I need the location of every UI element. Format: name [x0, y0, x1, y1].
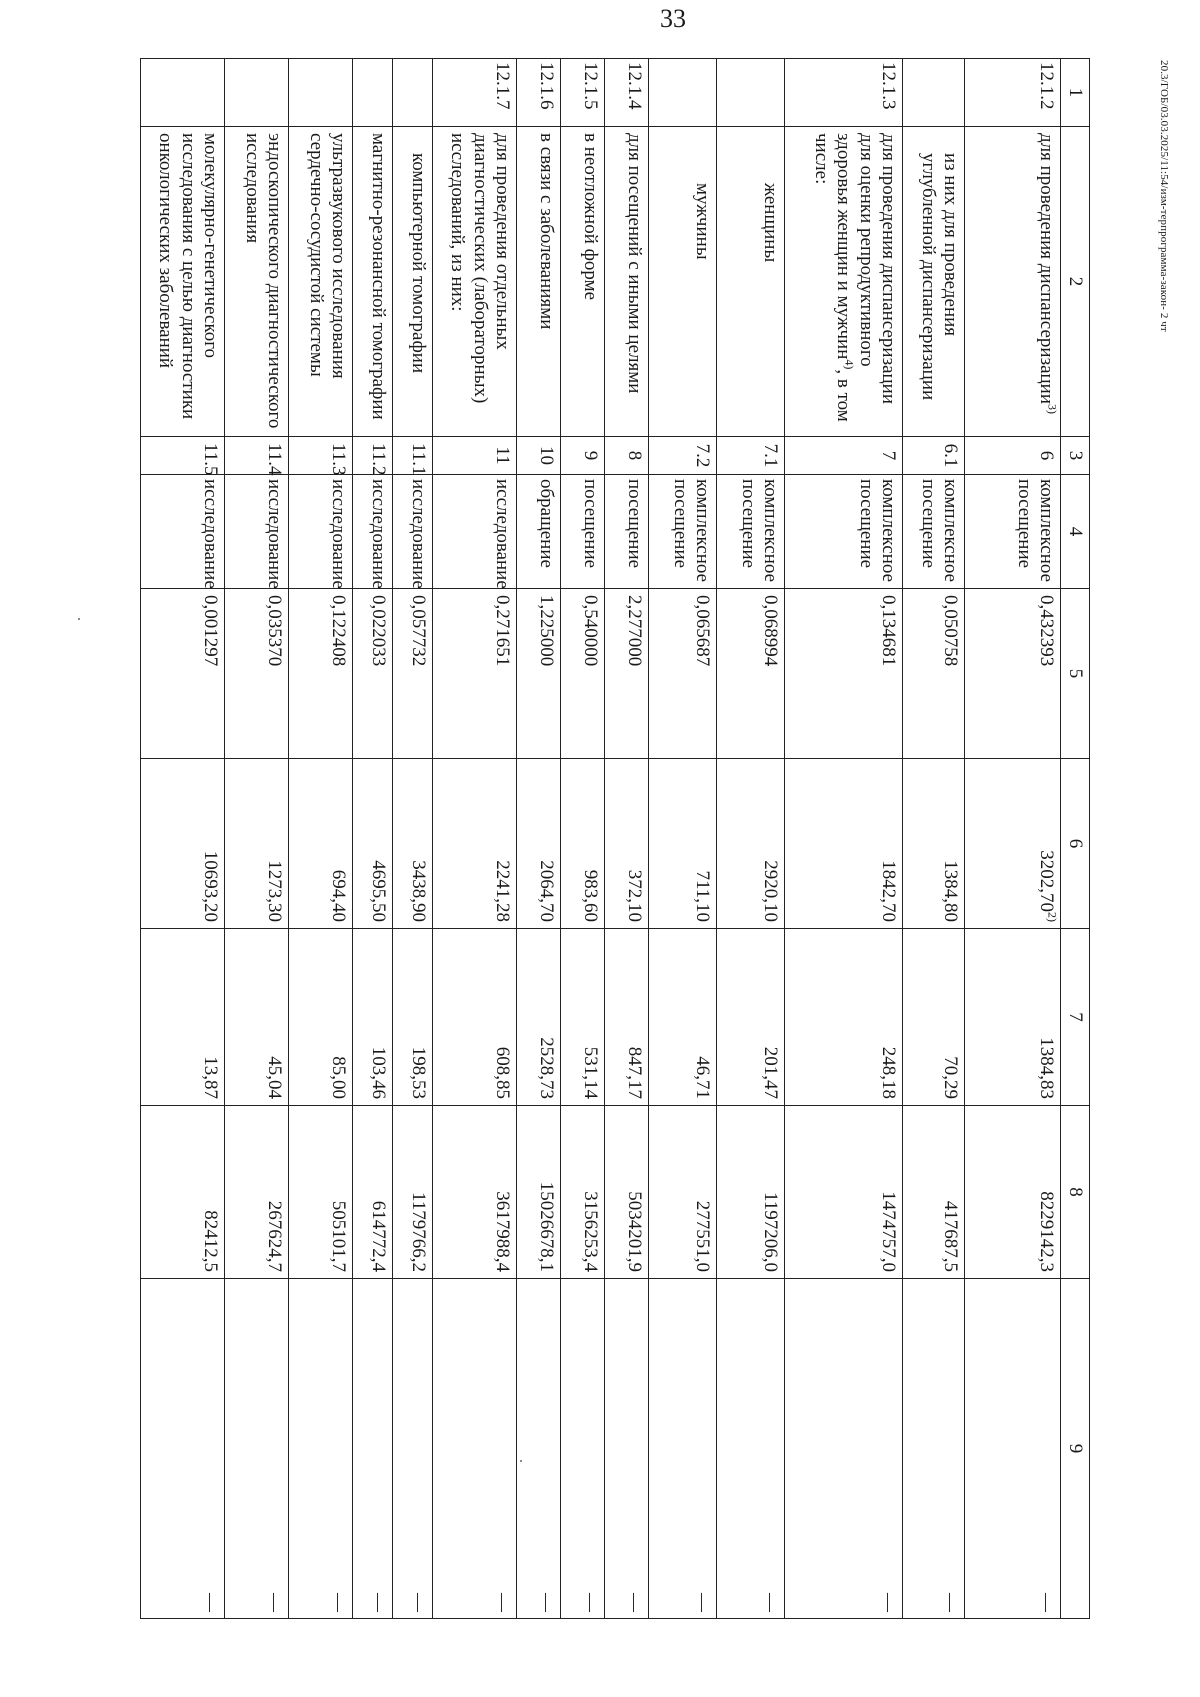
other-sources-cell: —: [649, 1279, 717, 1619]
other-sources-cell: —: [393, 1279, 433, 1619]
per-capita-cell: 46,71: [649, 929, 717, 1106]
indicator-name-text: из них для проведения углубленной диспансеризации: [917, 153, 961, 401]
per-capita-cell: 103,46: [353, 929, 393, 1106]
cost-norm-text: 10693,20: [200, 850, 221, 922]
total-cost-cell: 3156253,4: [561, 1106, 605, 1279]
header-cell: 7: [1061, 929, 1090, 1106]
footnote-mark: 3): [1045, 404, 1060, 415]
rotated-table-container: [155, 58, 1090, 1618]
norm-value-cell: 0,001297: [141, 589, 225, 759]
norm-value-cell: 0,035370: [225, 589, 289, 759]
norm-value-cell: 0,134681: [785, 589, 903, 759]
row-number-cell: [393, 59, 433, 127]
cost-norm-cell: [141, 759, 225, 929]
other-sources-cell: —: [605, 1279, 649, 1619]
cost-norm-text: 1384,80: [940, 860, 961, 922]
indicator-name-text: в связи с заболеваниями: [536, 133, 557, 330]
table-row: [785, 59, 903, 1619]
cost-norm-text: 3202,70: [1036, 850, 1057, 912]
unit-cell: посещение: [561, 475, 605, 589]
indicator-name-text: компьютерной томографии: [408, 153, 429, 374]
line-number-cell: 7.1: [717, 437, 785, 475]
other-sources-cell: —: [717, 1279, 785, 1619]
table-row: [605, 59, 649, 1619]
line-number-cell: 7: [785, 437, 903, 475]
indicator-name-text: магнитно-резонансной томографии: [368, 133, 389, 420]
table-row: [393, 59, 433, 1619]
unit-cell: исследование: [225, 475, 289, 589]
cost-norm-text: 711,10: [692, 870, 713, 922]
per-capita-cell: 45,04: [225, 929, 289, 1106]
line-number-cell: 11.3: [289, 437, 353, 475]
cost-norm-cell: [649, 759, 717, 929]
indicator-name-text: для проведения диспансеризации для оценки репродуктивного здоровья женщин и мужчин: [833, 133, 899, 405]
table-row: [965, 59, 1061, 1619]
unit-cell: комплексное посещение: [649, 475, 717, 589]
row-number-cell: [649, 59, 717, 127]
cost-norm-cell: [903, 759, 965, 929]
line-number-cell: 11: [433, 437, 517, 475]
total-cost-cell: 82412,5: [141, 1106, 225, 1279]
header-cell: 3: [1061, 437, 1090, 475]
indicator-name-cell: [717, 127, 785, 437]
table-row: [289, 59, 353, 1619]
indicator-name-cell: [517, 127, 561, 437]
per-capita-cell: 70,29: [903, 929, 965, 1106]
row-number-cell: [289, 59, 353, 127]
document-footer-code: 20.3/ГОБ/03.03.2025/11:54/изм-терпрограмма-закон- 2 чт: [1158, 60, 1170, 332]
indicator-name-text: для проведения отдельных диагностических (лабораторных) исследований, из них:: [447, 133, 513, 404]
indicator-name-text: для проведения диспансеризации: [1036, 133, 1057, 405]
row-number-cell: [141, 59, 225, 127]
line-number-cell: 11.2: [353, 437, 393, 475]
per-capita-cell: 85,00: [289, 929, 353, 1106]
indicator-name-cell: [903, 127, 965, 437]
other-sources-cell: —: [785, 1279, 903, 1619]
header-cell: 8: [1061, 1106, 1090, 1279]
line-number-cell: 7.2: [649, 437, 717, 475]
norm-value-cell: 0,271651: [433, 589, 517, 759]
cost-norm-text: 1273,30: [264, 860, 285, 922]
row-number-cell: [225, 59, 289, 127]
unit-cell: обращение: [517, 475, 561, 589]
row-number-cell: 12.1.2: [965, 59, 1061, 127]
program-volumes-table: [140, 58, 1090, 1619]
norm-value-cell: 0,432393: [965, 589, 1061, 759]
unit-cell: исследование: [433, 475, 517, 589]
per-capita-cell: 201,47: [717, 929, 785, 1106]
table-header-row: [1061, 59, 1090, 1619]
line-number-cell: 10: [517, 437, 561, 475]
total-cost-cell: 1197206,0: [717, 1106, 785, 1279]
cost-norm-text: 694,40: [328, 869, 349, 922]
table-row: [561, 59, 605, 1619]
scan-speck: [78, 618, 80, 620]
line-number-cell: 6: [965, 437, 1061, 475]
total-cost-cell: 1474757,0: [785, 1106, 903, 1279]
line-number-cell: 11.1: [393, 437, 433, 475]
indicator-name-cell: [649, 127, 717, 437]
per-capita-cell: 2528,73: [517, 929, 561, 1106]
total-cost-cell: 1179766,2: [393, 1106, 433, 1279]
table-row: [649, 59, 717, 1619]
indicator-name-cell: [225, 127, 289, 437]
unit-cell: комплексное посещение: [903, 475, 965, 589]
unit-cell: комплексное посещение: [785, 475, 903, 589]
indicator-name-cell: [353, 127, 393, 437]
unit-cell: посещение: [605, 475, 649, 589]
unit-cell: исследование: [141, 475, 225, 589]
norm-value-cell: 0,057732: [393, 589, 433, 759]
header-cell: 9: [1061, 1279, 1090, 1619]
indicator-name-text: молекулярно-генетического исследования с целью диагностики онкологических заболеваний: [155, 133, 221, 420]
row-number-cell: 12.1.4: [605, 59, 649, 127]
indicator-name-cell: [965, 127, 1061, 437]
indicator-name-cell: [141, 127, 225, 437]
other-sources-cell: —: [965, 1279, 1061, 1619]
other-sources-cell: —: [433, 1279, 517, 1619]
cost-norm-text: 2920,10: [760, 860, 781, 922]
total-cost-cell: 5034201,9: [605, 1106, 649, 1279]
table-row: [225, 59, 289, 1619]
unit-cell: исследование: [353, 475, 393, 589]
cost-norm-cell: [517, 759, 561, 929]
table-row: [353, 59, 393, 1619]
other-sources-cell: —: [903, 1279, 965, 1619]
total-cost-cell: 505101,7: [289, 1106, 353, 1279]
indicator-name-text: эндоскопического диагностического исследования: [241, 133, 285, 429]
unit-cell: исследование: [393, 475, 433, 589]
other-sources-cell: —: [141, 1279, 225, 1619]
norm-value-cell: 0,068994: [717, 589, 785, 759]
indicator-name-text: женщины: [760, 183, 781, 263]
cost-norm-text: 3438,90: [408, 860, 429, 922]
header-cell: 2: [1061, 127, 1090, 437]
cost-norm-text: 4695,50: [368, 860, 389, 922]
cost-norm-cell: [289, 759, 353, 929]
indicator-name-text: в неотложной форме: [580, 133, 601, 301]
table-row: [141, 59, 225, 1619]
row-number-cell: [717, 59, 785, 127]
line-number-cell: 9: [561, 437, 605, 475]
cost-norm-cell: [561, 759, 605, 929]
cost-norm-cell: [353, 759, 393, 929]
indicator-name-cell: [785, 127, 903, 437]
norm-value-cell: 0,022033: [353, 589, 393, 759]
cost-norm-cell: [965, 759, 1061, 929]
cost-norm-cell: [785, 759, 903, 929]
cost-norm-text: 1842,70: [878, 860, 899, 922]
indicator-name-text: для посещений с иными целями: [624, 133, 645, 394]
indicator-name-text: ультразвукового исследования сердечно-сосудистой системы: [305, 133, 349, 379]
line-number-cell: 8: [605, 437, 649, 475]
total-cost-cell: 417687,5: [903, 1106, 965, 1279]
page-number: 33: [660, 4, 686, 33]
per-capita-cell: 1384,83: [965, 929, 1061, 1106]
total-cost-cell: 614772,4: [353, 1106, 393, 1279]
row-number-cell: 12.1.5: [561, 59, 605, 127]
other-sources-cell: —: [353, 1279, 393, 1619]
per-capita-cell: 608,85: [433, 929, 517, 1106]
line-number-cell: 11.4: [225, 437, 289, 475]
norm-value-cell: 0,065687: [649, 589, 717, 759]
cost-norm-text: 983,60: [580, 869, 601, 922]
total-cost-cell: 277551,0: [649, 1106, 717, 1279]
other-sources-cell: —: [561, 1279, 605, 1619]
indicator-name-cell: [561, 127, 605, 437]
cost-norm-cell: [605, 759, 649, 929]
header-cell: 5: [1061, 589, 1090, 759]
cost-norm-text: 2241,28: [492, 860, 513, 922]
cost-norm-text: 372,10: [624, 869, 645, 922]
row-number-cell: [903, 59, 965, 127]
row-number-cell: 12.1.7: [433, 59, 517, 127]
footnote-mark: 4): [842, 359, 857, 370]
cost-norm-cell: [393, 759, 433, 929]
other-sources-cell: —: [517, 1279, 561, 1619]
per-capita-cell: 13,87: [141, 929, 225, 1106]
indicator-name-cell: [289, 127, 353, 437]
indicator-name-cell: [393, 127, 433, 437]
table-row: [717, 59, 785, 1619]
indicator-name-cell: [605, 127, 649, 437]
per-capita-cell: 847,17: [605, 929, 649, 1106]
line-number-cell: 6.1: [903, 437, 965, 475]
other-sources-cell: —: [289, 1279, 353, 1619]
total-cost-cell: 3617988,4: [433, 1106, 517, 1279]
norm-value-cell: 0,050758: [903, 589, 965, 759]
table-row: [517, 59, 561, 1619]
norm-value-cell: 0,540000: [561, 589, 605, 759]
indicator-name-tail: , в том числе:: [810, 133, 855, 422]
table-row: [903, 59, 965, 1619]
cost-norm-cell: [433, 759, 517, 929]
cost-norm-cell: [717, 759, 785, 929]
norm-value-cell: 1,225000: [517, 589, 561, 759]
unit-cell: комплексное посещение: [965, 475, 1061, 589]
line-number-cell: 11.5: [141, 437, 225, 475]
total-cost-cell: 15026678,1: [517, 1106, 561, 1279]
header-cell: 6: [1061, 759, 1090, 929]
norm-value-cell: 2,277000: [605, 589, 649, 759]
other-sources-cell: —: [225, 1279, 289, 1619]
total-cost-cell: 8229142,3: [965, 1106, 1061, 1279]
per-capita-cell: 248,18: [785, 929, 903, 1106]
row-number-cell: 12.1.6: [517, 59, 561, 127]
cost-norm-text: 2064,70: [536, 860, 557, 922]
unit-cell: комплексное посещение: [717, 475, 785, 589]
total-cost-cell: 267624,7: [225, 1106, 289, 1279]
norm-value-cell: 0,122408: [289, 589, 353, 759]
row-number-cell: 12.1.3: [785, 59, 903, 127]
row-number-cell: [353, 59, 393, 127]
footnote-mark: 2): [1045, 912, 1060, 922]
table-row: [433, 59, 517, 1619]
cost-norm-cell: [225, 759, 289, 929]
per-capita-cell: 198,53: [393, 929, 433, 1106]
header-cell: 4: [1061, 475, 1090, 589]
unit-cell: исследование: [289, 475, 353, 589]
indicator-name-text: мужчины: [692, 183, 713, 260]
header-cell: 1: [1061, 59, 1090, 127]
indicator-name-cell: [433, 127, 517, 437]
per-capita-cell: 531,14: [561, 929, 605, 1106]
